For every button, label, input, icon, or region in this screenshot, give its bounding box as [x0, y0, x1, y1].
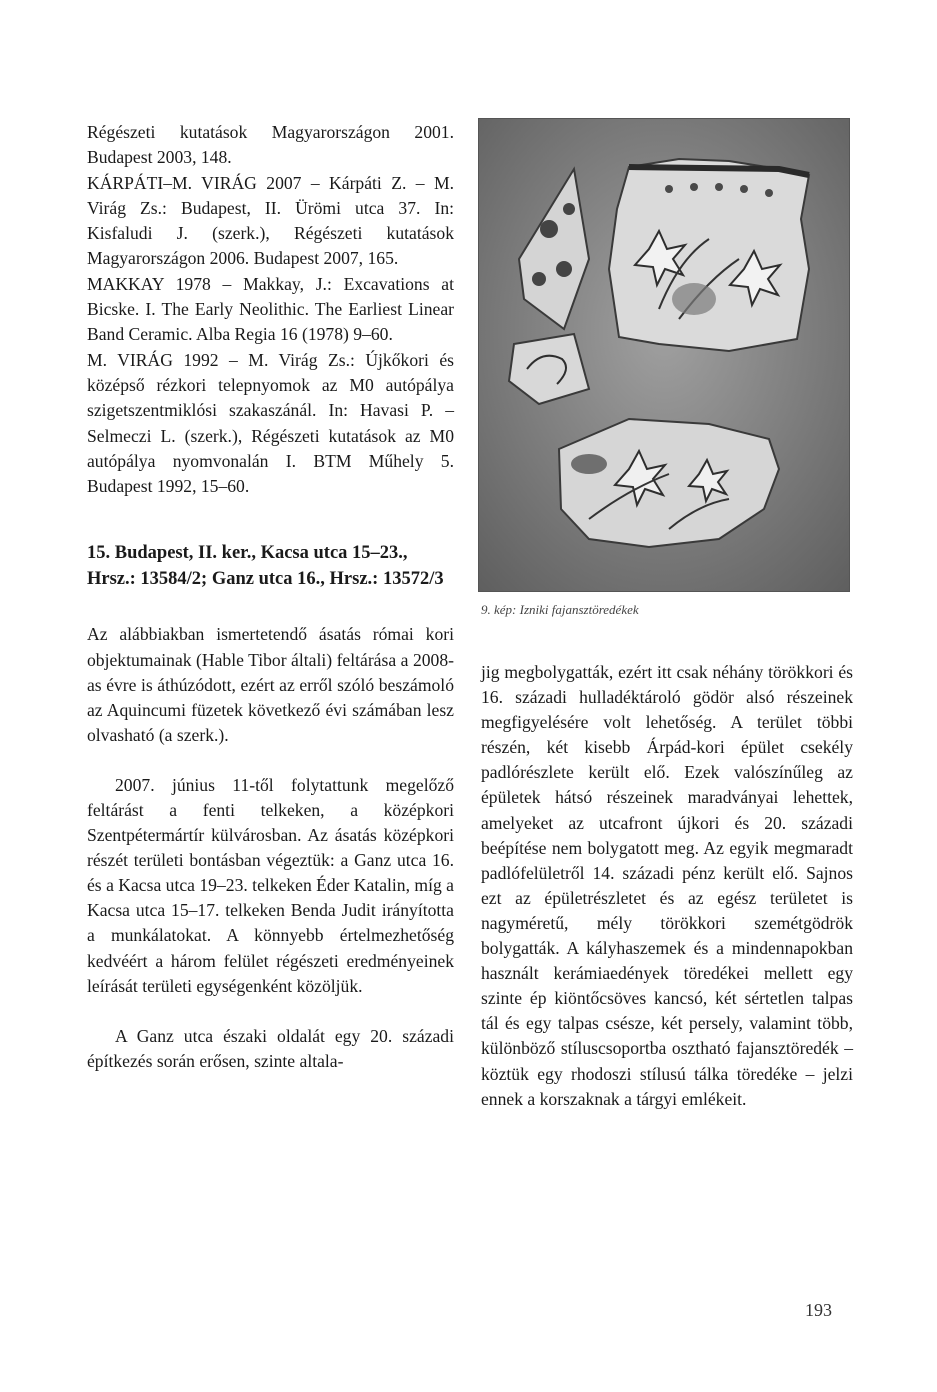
- paragraph-ganz-utca-continued: jig megbolygatták, ezért itt csak néhány törökkori és 16. századi hulladéktároló gödör alsó részeinek megfigyelésére volt lehetőség. A terület többi részén, két kisebb Árpád-kori épület csekély padlórészlete került elő. Ezek valószínűleg az épületek hátsó részeinek maradványai lehettek, amelyeket az utcafront újkori és 20. századi beépítése nem bolygatott meg. Az egyik megmaradt padlófelületről 14. századi pénz került elő. Sajnos ezt az épületrészletet és az egész területet is nagyméretű, mély törökkori szemétgödrök bolygatták. A kályhaszemek és a mindennapokban használt kerámiaedények töredékei mellett egy szinte ép kiöntőcsöves kancsó, két sértetlen talpas tál és egy talpas csésze, két persely, valamint több, különböző stíluscsoportba osztható fajansztöredék – köztük egy rhodoszi stílusú tálka töredéke – jelzi ennek a korszaknak a tárgyi emlékeit.: [481, 662, 853, 1109]
- figure-photo-iznik-fragments: [478, 118, 850, 592]
- bibliography-entry: M. VIRÁG 1992 – M. Virág Zs.: Újkőkori és középső rézkori telepnyomok az M0 autópálya szigetszentmiklósi szakaszánál. In: Havasi P. – Selmeczi L. (szerk.), Régészeti kutatások az M0 autópálya nyomvonalán I. BTM Műhely 5. Budapest 1992, 15–60.: [87, 349, 454, 497]
- paragraph-excavation-intro: 2007. június 11-től folytattunk megelőző feltárást a fenti telkeken, a középkori Szentpétermártír külvárosban. Az ásatás középkori részét területi bontásban végeztük: a Ganz utca 16. és a Kacsa utca 19–23. telkeken Éder Katalin, míg a Kacsa utca 15–17. telkeken Benda Judit irányította a munkálatokat. A könnyebb értelmezhetőség kedvéért a három felület régészeti eredményeinek leírását területi egységenként közöljük.: [87, 774, 454, 996]
- left-column: [87, 120, 454, 1074]
- bibliography-entry: MAKKAY 1978 – Makkay, J.: Excavations at Bicske. I. The Early Neolithic. The Earliest Linear Band Ceramic. Alba Regia 16 (1978) 9–60.: [87, 273, 454, 345]
- paragraph-editorial-note: Az alábbiakban ismertetendő ásatás római kori objektumainak (Hable Tibor általi) feltárása a 2008-as évre is áthúzódott, ezért az erről szóló beszámoló az Aquincumi füzetek következő évi számában lesz olvasható (a szerk.).: [87, 624, 454, 745]
- right-column: [481, 660, 853, 1112]
- pottery-fragments-image: [479, 119, 849, 591]
- section-heading: 15. Budapest, II. ker., Kacsa utca 15–23., Hrsz.: 13584/2; Ganz utca 16., Hrsz.: 13572/3: [87, 543, 444, 589]
- bibliography-entry: Régészeti kutatások Magyarországon 2001. Budapest 2003, 148.: [87, 122, 454, 168]
- paragraph-ganz-utca-start: A Ganz utca északi oldalát egy 20. századi építkezés során erősen, szinte altala-: [87, 1025, 454, 1071]
- bibliography-entry: KÁRPÁTI–M. VIRÁG 2007 – Kárpáti Z. – M. Virág Zs.: Budapest, II. Ürömi utca 37. In: Kisfaludi J. (szerk.), Régészeti kutatások Magyarországon 2006. Budapest 2007, 165.: [87, 172, 454, 269]
- page-number: 193: [805, 1300, 832, 1320]
- figure-caption: 9. kép: Izniki fajansztöredékek: [481, 602, 639, 617]
